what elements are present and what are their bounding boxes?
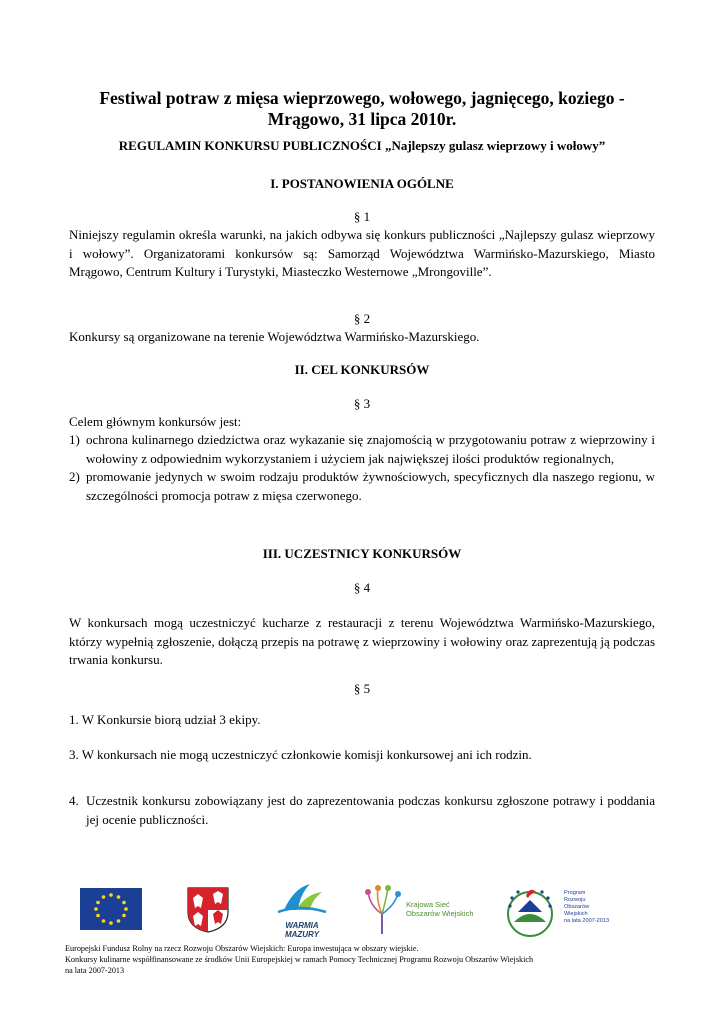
section-heading-3: III. UCZESTNICY KONKURSÓW	[262, 546, 462, 561]
mazury-text: MAZURY	[284, 930, 320, 939]
footer-line-1: Europejski Fundusz Rolny na rzecz Rozwoju Obszarów Wiejskich: Europa inwestująca w obszary wiejskie.	[65, 944, 419, 953]
paragraph-3-intro: Celem głównym konkursów jest:	[69, 414, 242, 429]
list-item-text: Uczestnik konkursu zobowiązany jest do zaprezentowania podczas konkursu zgłoszone potrawy i poddania jej ocenie publiczności.	[86, 793, 655, 827]
ksow-text-line-2: Obszarów Wiejskich	[406, 909, 474, 918]
paragraph-1-text: Niniejszy regulamin określa warunki, na jakich odbywa się konkurs publiczności „Najlepszy gulasz wieprzowy i wołowy”. Organizatorami konkursów są: Samorząd Województwa Warmińsko-Mazurskiego, Miasto Mrągowo, Centrum Kultury i Turystyki, Miasteczko Westernowe „Mrongoville”.	[69, 227, 655, 279]
list-item-number: 4.	[69, 793, 79, 808]
coat-of-arms-logo	[186, 886, 230, 934]
prow-text-line-3: Obszarów	[564, 904, 590, 910]
paragraph-mark-2: § 2	[353, 311, 371, 326]
list-item	[69, 792, 655, 829]
rule-4	[69, 792, 655, 829]
section-heading-1: I. POSTANOWIENIA OGÓLNE	[270, 176, 454, 191]
paragraph-mark-3: § 3	[353, 396, 371, 411]
footer-line-3: na lata 2007-2013	[65, 966, 125, 976]
paragraph-2-text: Konkursy są organizowane na terenie Województwa Warmińsko-Mazurskiego.	[69, 329, 480, 344]
list-item-text: promowanie jedynych w swoim rodzaju produktów żywnościowych, specyficznych dla naszego regionu, w szczególności promocja potraw z mięsa czerwonego.	[86, 469, 655, 503]
paragraph-mark-4: § 4	[353, 580, 371, 595]
document-title	[60, 88, 664, 130]
goals-list	[69, 431, 655, 505]
list-item-text: ochrona kulinarnego dziedzictwa oraz wykazanie się znajomością w przygotowaniu potraw z wieprzowiny i wołowiny z odpowiednim wykorzystaniem i użyciem jak największej ilości produktów regionalnych,	[86, 432, 655, 466]
prow-logo	[500, 884, 608, 940]
list-item-number: 1)	[69, 432, 80, 447]
title-line-1: Festiwal potraw z mięsa wieprzowego, wołowego, jagnięcego, koziego -	[99, 88, 625, 108]
warmia-text: WARMIA	[285, 921, 319, 930]
warmia-mazury-emblem-icon	[270, 880, 334, 916]
rule-3: 3. W konkursach nie mogą uczestniczyć członkowie komisji konkursowej ani ich rodzin.	[69, 747, 532, 762]
list-item	[69, 468, 655, 505]
prow-text-line-4: Wiejskich	[564, 911, 588, 917]
paragraph-mark-5: § 5	[353, 681, 371, 696]
list-item	[69, 431, 655, 468]
prow-text-line-2: Rozwoju	[564, 897, 586, 903]
list-item-number: 2)	[69, 469, 80, 484]
eu-flag-logo	[80, 888, 142, 930]
warmia-mazury-logo	[270, 880, 334, 938]
ksow-text-line-1: Krajowa Sieć	[406, 900, 450, 909]
document-subtitle: REGULAMIN KONKURSU PUBLICZNOŚCI „Najlepszy gulasz wieprzowy i wołowy”	[118, 138, 606, 153]
footer	[65, 943, 665, 977]
prow-text-line-5: na lata 2007-2013	[564, 918, 610, 924]
prow-emblem-icon	[500, 884, 562, 940]
paragraph-4-text: W konkursach mogą uczestniczyć kucharze z restauracji z terenu Województwa Warmińsko-Mazurskiego, którzy wypełnią zgłoszenie, dołączą przepis na potrawę z wieprzowiny i wołowiny oraz zaprezentują ją podczas trwania konkursu.	[69, 615, 655, 667]
paragraph-mark-1: § 1	[353, 209, 371, 224]
section-heading-2: II. CEL KONKURSÓW	[294, 362, 430, 377]
ksow-tree-icon	[362, 884, 406, 936]
prow-text-line-1: Program	[564, 890, 586, 896]
title-line-2: Mrągowo, 31 lipca 2010r.	[267, 109, 457, 129]
ksow-logo	[362, 884, 480, 936]
rule-1: 1. W Konkursie biorą udział 3 ekipy.	[69, 712, 261, 727]
footer-line-2: Konkursy kulinarne współfinansowane ze środków Unii Europejskiej w ramach Pomocy Technicznej Programu Rozwoju Obszarów Wiejskich	[65, 955, 534, 965]
